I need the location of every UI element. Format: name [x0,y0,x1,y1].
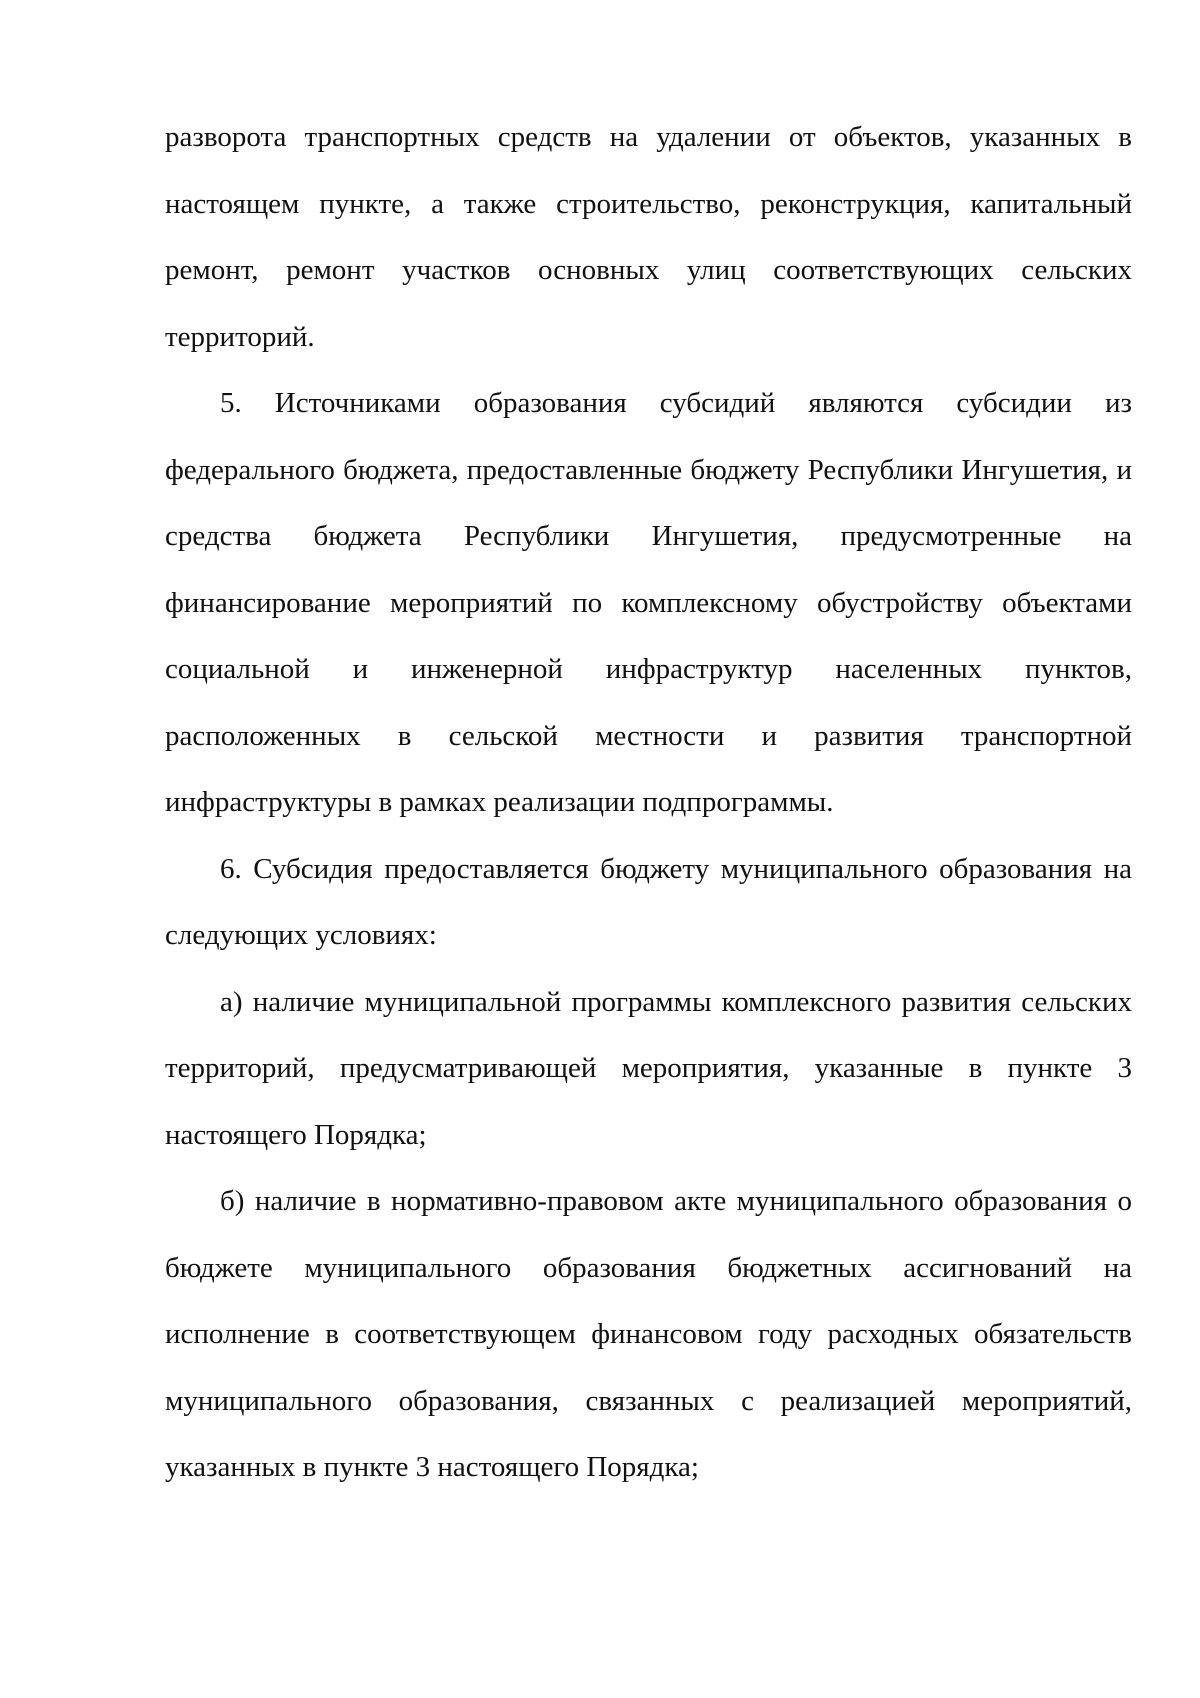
paragraph-subitem-b: б) наличие в нормативно-правовом акте муниципального образования о бюджете муниципального образования бюджетных ассигнований на исполнение в соответствующем финансовом году расходных обязательств муниципального образования, связанных с реализацией мероприятий, указанных в пункте 3 настоящего Порядка; [165,1185,1132,1483]
paragraph-item-6: 6. Субсидия предоставляется бюджету муниципального образования на следующих условиях: [165,852,1132,951]
paragraph-continuation: разворота транспортных средств на удалении от объектов, указанных в настоящем пункте, а также строительство, реконструкция, капитальный ремонт, ремонт участков основных улиц соответствующих сельских территорий. [165,121,1132,353]
paragraph-item-5: 5. Источниками образования субсидий являются субсидии из федерального бюджета, предоставленные бюджету Республики Ингушетия, и средства бюджета Республики Ингушетия, предусмотренные на финансирование мероприятий по комплексному обустройству объектами социальной и инженерной инфраструктур населенных пунктов, расположенных в сельской местности и развития транспортной инфраструктуры в рамках реализации подпрограммы. [165,387,1132,818]
paragraph-subitem-a: а) наличие муниципальной программы комплексного развития сельских территорий, предусматривающей мероприятия, указанные в пункте 3 настоящего Порядка; [165,985,1132,1151]
document-body [165,104,1132,1501]
